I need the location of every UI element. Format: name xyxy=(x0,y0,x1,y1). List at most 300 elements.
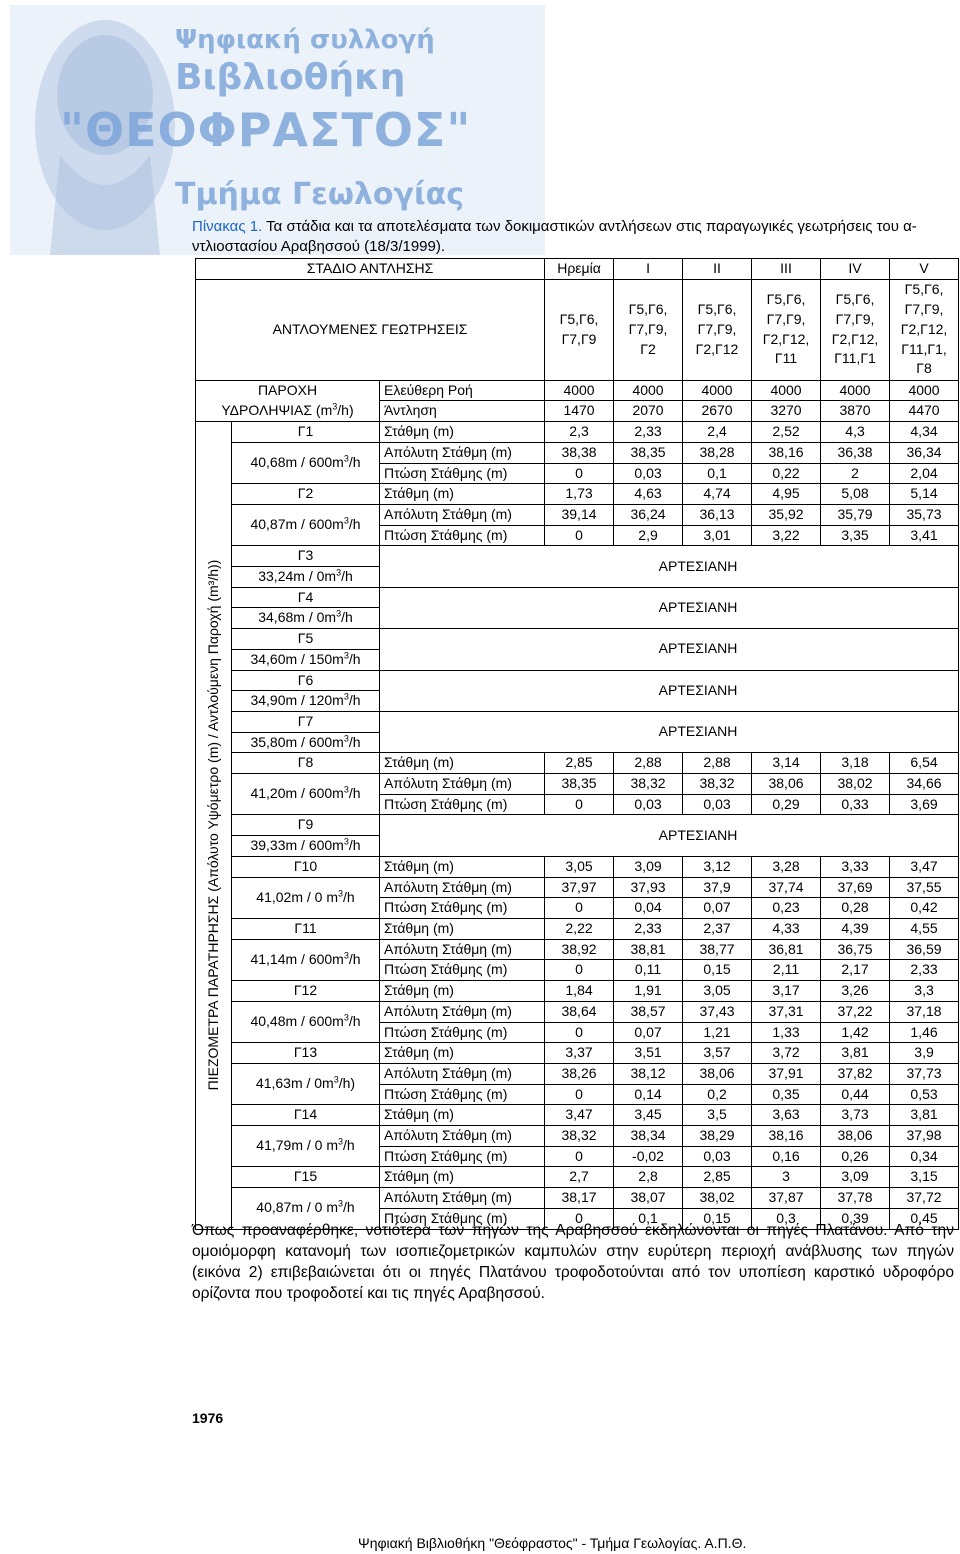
stage-col: III xyxy=(752,259,821,280)
stage-col: II xyxy=(683,259,752,280)
well-artesian-row xyxy=(196,546,959,567)
well-level-value: 4,55 xyxy=(890,918,959,939)
well-abs-value: 38,06 xyxy=(752,774,821,795)
well-info-end: /h xyxy=(348,1013,361,1030)
well-info xyxy=(232,1126,380,1167)
well-drop-value: 0 xyxy=(545,1084,614,1105)
well-level-value: 2,33 xyxy=(614,918,683,939)
well-abs-value: 36,24 xyxy=(614,504,683,525)
well-name: Γ9 xyxy=(232,815,380,836)
well-level-value: 3,05 xyxy=(683,981,752,1002)
table-caption xyxy=(192,217,952,257)
well-level-value: 3,47 xyxy=(890,856,959,877)
well-level-value: 3,26 xyxy=(821,981,890,1002)
artesian-label xyxy=(380,711,959,752)
artesian-label xyxy=(380,546,959,587)
well-drop-value: 0,1 xyxy=(614,1208,683,1229)
well-abs-value: 38,16 xyxy=(752,1126,821,1147)
pumping-test-table xyxy=(195,258,959,1230)
well-info-text: 41,79m / 0 m xyxy=(256,1137,338,1154)
well-drop-value: 0,1 xyxy=(683,463,752,484)
free-flow-cell: 4000 xyxy=(821,380,890,401)
well-abs-row xyxy=(196,1063,959,1084)
well-level-value: 3,72 xyxy=(752,1043,821,1064)
well-drop-value: 0,45 xyxy=(890,1208,959,1229)
well-abs-value: 38,32 xyxy=(545,1126,614,1147)
well-abs-value: 37,82 xyxy=(821,1063,890,1084)
well-drop-value: 0,2 xyxy=(683,1084,752,1105)
well-level-value: 2,3 xyxy=(545,422,614,443)
well-level-label: Στάθμη (m) xyxy=(380,484,545,505)
well-artesian-row xyxy=(196,815,959,836)
well-level-label: Στάθμη (m) xyxy=(380,422,545,443)
well-level-value: 2,85 xyxy=(545,753,614,774)
pumped-wells-cell: Γ5,Γ6, Γ7,Γ9, Γ2,Γ12, Γ11 xyxy=(752,279,821,380)
well-info-text: 40,68m / 600m xyxy=(250,454,344,471)
well-name: Γ14 xyxy=(232,1105,380,1126)
well-abs-row xyxy=(196,1126,959,1147)
well-drop-value: 2,17 xyxy=(821,960,890,981)
well-level-value: 2,4 xyxy=(683,422,752,443)
well-abs-value: 37,87 xyxy=(752,1188,821,1209)
stage-col: V xyxy=(890,259,959,280)
well-abs-value: 38,38 xyxy=(545,442,614,463)
well-abs-label: Απόλυτη Στάθμη (m) xyxy=(380,442,545,463)
artesian-label xyxy=(380,815,959,856)
well-drop-value: 0,28 xyxy=(821,898,890,919)
well-drop-value: 3,01 xyxy=(683,525,752,546)
watermark-line-2: Βιβλιοθήκη xyxy=(175,57,406,98)
well-level-value: 2,52 xyxy=(752,422,821,443)
well-name: Γ10 xyxy=(232,856,380,877)
pumped-wells-cell: Γ5,Γ6, Γ7,Γ9, Γ2,Γ12 xyxy=(683,279,752,380)
well-level-value: 1,73 xyxy=(545,484,614,505)
stage-header-row xyxy=(196,259,959,280)
well-drop-value: 3,22 xyxy=(752,525,821,546)
well-level-value: 3,33 xyxy=(821,856,890,877)
free-flow-cell: 4000 xyxy=(752,380,821,401)
well-drop-value: 0,03 xyxy=(614,463,683,484)
well-level-row xyxy=(196,1167,959,1188)
free-flow-cell: 4000 xyxy=(614,380,683,401)
well-abs-row xyxy=(196,877,959,898)
well-drop-value: 0,15 xyxy=(683,1208,752,1229)
well-name: Γ1 xyxy=(232,422,380,443)
well-abs-value: 37,22 xyxy=(821,1001,890,1022)
well-abs-value: 38,57 xyxy=(614,1001,683,1022)
discharge-unit-end: /h) xyxy=(337,401,354,418)
well-info-end: /h xyxy=(341,568,353,585)
well-info xyxy=(232,732,380,753)
well-level-value: 4,34 xyxy=(890,422,959,443)
well-info-text: 41,14m / 600m xyxy=(250,951,344,968)
pumping-cell: 3270 xyxy=(752,401,821,422)
well-info xyxy=(232,691,380,712)
well-info-sup: 3 xyxy=(343,650,349,661)
well-artesian-row xyxy=(196,587,959,608)
well-abs-value: 38,06 xyxy=(821,1126,890,1147)
artesian-text: ΑΡΤΕΣΙΑΝΗ xyxy=(658,723,738,740)
well-abs-label: Απόλυτη Στάθμη (m) xyxy=(380,877,545,898)
well-abs-row xyxy=(196,1188,959,1209)
well-info xyxy=(232,939,380,980)
well-level-value: 3,73 xyxy=(821,1105,890,1126)
well-drop-value: 3,69 xyxy=(890,794,959,815)
free-flow-row xyxy=(196,380,959,401)
well-drop-value: -0,02 xyxy=(614,1146,683,1167)
well-level-value: 2,37 xyxy=(683,918,752,939)
well-abs-value: 39,14 xyxy=(545,504,614,525)
well-abs-row xyxy=(196,504,959,525)
well-level-value: 1,84 xyxy=(545,981,614,1002)
well-drop-value: 0,53 xyxy=(890,1084,959,1105)
well-level-value: 1,91 xyxy=(614,981,683,1002)
well-abs-value: 38,92 xyxy=(545,939,614,960)
well-info-sup: 3 xyxy=(343,691,349,702)
discharge-label-line2 xyxy=(196,401,379,421)
artesian-text: ΑΡΤΕΣΙΑΝΗ xyxy=(658,640,738,657)
well-drop-value: 0,34 xyxy=(890,1146,959,1167)
well-abs-value: 38,81 xyxy=(614,939,683,960)
well-info-sup: 3 xyxy=(343,1012,349,1023)
well-abs-value: 37,31 xyxy=(752,1001,821,1022)
well-level-row xyxy=(196,856,959,877)
well-level-value: 4,39 xyxy=(821,918,890,939)
well-abs-value: 38,35 xyxy=(614,442,683,463)
well-info-sup: 3 xyxy=(343,733,349,743)
well-level-value: 4,3 xyxy=(821,422,890,443)
artesian-label xyxy=(380,629,959,670)
well-drop-label: Πτώση Στάθμης (m) xyxy=(380,525,545,546)
well-abs-value: 37,43 xyxy=(683,1001,752,1022)
well-abs-label: Απόλυτη Στάθμη (m) xyxy=(380,504,545,525)
well-abs-value: 37,74 xyxy=(752,877,821,898)
pumping-label: Άντληση xyxy=(380,401,545,422)
well-info-text: 40,87m / 0 m xyxy=(256,1199,338,1216)
well-abs-value: 37,98 xyxy=(890,1126,959,1147)
well-info-sup: 3 xyxy=(343,453,349,464)
well-info-text: 41,63m / 0m xyxy=(255,1075,334,1092)
artesian-text: ΑΡΤΕΣΙΑΝΗ xyxy=(658,826,738,843)
piezometer-sidebar xyxy=(196,422,232,1229)
well-drop-value: 2,9 xyxy=(614,525,683,546)
well-info xyxy=(232,1001,380,1042)
well-abs-value: 35,73 xyxy=(890,504,959,525)
well-abs-value: 38,07 xyxy=(614,1188,683,1209)
discharge-unit-sup: 3 xyxy=(332,401,338,412)
well-drop-label: Πτώση Στάθμης (m) xyxy=(380,1208,545,1229)
well-info-sup: 3 xyxy=(336,567,342,578)
well-drop-value: 0,26 xyxy=(821,1146,890,1167)
well-drop-label: Πτώση Στάθμης (m) xyxy=(380,1022,545,1043)
stage-label: ΣΤΑΔΙΟ ΑΝΤΛΗΣΗΣ xyxy=(196,259,545,280)
well-abs-value: 36,75 xyxy=(821,939,890,960)
pumping-cell: 2670 xyxy=(683,401,752,422)
pumping-cell: 4470 xyxy=(890,401,959,422)
pumping-cell: 2070 xyxy=(614,401,683,422)
well-abs-value: 38,34 xyxy=(614,1126,683,1147)
well-drop-value: 0,07 xyxy=(683,898,752,919)
page-footer: Ψηφιακή Βιβλιοθήκη "Θεόφραστος" - Τμήμα Γεωλογίας. Α.Π.Θ. xyxy=(358,1535,747,1551)
well-info-sup: 3 xyxy=(338,1198,344,1209)
well-drop-value: 0 xyxy=(545,1208,614,1229)
well-level-value: 2,88 xyxy=(614,753,683,774)
well-level-value: 4,95 xyxy=(752,484,821,505)
well-info-end: /h xyxy=(348,951,361,968)
well-level-value: 3,3 xyxy=(890,981,959,1002)
artesian-label xyxy=(380,587,959,628)
well-abs-label: Απόλυτη Στάθμη (m) xyxy=(380,1001,545,1022)
artesian-text: ΑΡΤΕΣΙΑΝΗ xyxy=(658,557,738,574)
well-name: Γ5 xyxy=(232,629,380,650)
well-abs-value: 38,32 xyxy=(614,774,683,795)
well-name: Γ2 xyxy=(232,484,380,505)
well-name: Γ12 xyxy=(232,981,380,1002)
well-abs-value: 38,26 xyxy=(545,1063,614,1084)
well-abs-value: 38,35 xyxy=(545,774,614,795)
well-abs-value: 38,64 xyxy=(545,1001,614,1022)
well-drop-value: 0,35 xyxy=(752,1084,821,1105)
well-drop-value: 1,42 xyxy=(821,1022,890,1043)
well-drop-value: 0,44 xyxy=(821,1084,890,1105)
pumped-wells-cell: Γ5,Γ6, Γ7,Γ9, Γ2,Γ12, Γ11,Γ1 xyxy=(821,279,890,380)
well-abs-row xyxy=(196,1001,959,1022)
well-info-end: /h) xyxy=(338,1075,356,1092)
well-drop-value: 0,23 xyxy=(752,898,821,919)
well-level-value: 3,81 xyxy=(890,1105,959,1126)
well-abs-value: 37,55 xyxy=(890,877,959,898)
well-info xyxy=(232,608,380,629)
well-drop-value: 2 xyxy=(821,463,890,484)
well-abs-value: 36,38 xyxy=(821,442,890,463)
well-info xyxy=(232,774,380,815)
well-drop-value: 1,46 xyxy=(890,1022,959,1043)
well-info-end: /h xyxy=(348,733,361,750)
well-info-text: 40,48m / 600m xyxy=(250,1013,344,1030)
well-info-text: 41,02m / 0 m xyxy=(256,888,338,905)
well-level-value: 3,05 xyxy=(545,856,614,877)
well-level-row xyxy=(196,1043,959,1064)
well-drop-value: 0,04 xyxy=(614,898,683,919)
well-abs-value: 37,72 xyxy=(890,1188,959,1209)
well-abs-value: 37,78 xyxy=(821,1188,890,1209)
well-abs-value: 37,73 xyxy=(890,1063,959,1084)
body-paragraph: Όπως προαναφέρθηκε, νοτιότερα των πηγών της Αραβησσού εκδηλώνονται οι πηγές Πλατάνου. Από την ομοιόμορφη κατανομή των ισοπιεζομετρικών καμπυλών στην ευρύτερη περιοχή ανάβλυσης των πηγών (εικόνα 2) επιβεβαιώνεται ότι οι πηγές Πλατάνου τροφοδοτούνται από τον υποπίεση καρστικό υδροφόρο ορίζοντα που τροφοδοτεί και τις πηγές Αραβησσού. xyxy=(192,1222,954,1302)
well-drop-value: 0,29 xyxy=(752,794,821,815)
well-drop-value: 0 xyxy=(545,960,614,981)
well-level-value: 3,12 xyxy=(683,856,752,877)
stage-col: I xyxy=(614,259,683,280)
well-info-sup: 3 xyxy=(338,888,344,899)
well-level-value: 3,28 xyxy=(752,856,821,877)
well-abs-label: Απόλυτη Στάθμη (m) xyxy=(380,1126,545,1147)
well-drop-value: 0,15 xyxy=(683,960,752,981)
well-name: Γ3 xyxy=(232,546,380,567)
well-artesian-row xyxy=(196,670,959,691)
well-drop-value: 3,35 xyxy=(821,525,890,546)
well-abs-value: 38,02 xyxy=(821,774,890,795)
well-info xyxy=(232,504,380,545)
well-level-value: 2,33 xyxy=(614,422,683,443)
well-name: Γ15 xyxy=(232,1167,380,1188)
well-drop-value: 0,16 xyxy=(752,1146,821,1167)
page-number: 1976 xyxy=(192,1410,224,1426)
well-level-value: 3,45 xyxy=(614,1105,683,1126)
well-info-text: 39,33m / 600m xyxy=(250,837,344,854)
well-drop-value: 0,33 xyxy=(821,794,890,815)
well-level-value: 3,63 xyxy=(752,1105,821,1126)
well-drop-value: 0,03 xyxy=(683,794,752,815)
table-body xyxy=(196,259,959,1230)
well-abs-value: 36,13 xyxy=(683,504,752,525)
well-level-row xyxy=(196,753,959,774)
well-level-label: Στάθμη (m) xyxy=(380,918,545,939)
well-artesian-row xyxy=(196,629,959,650)
pumped-wells-cell: Γ5,Γ6, Γ7,Γ9, Γ2,Γ12, Γ11,Γ1, Γ8 xyxy=(890,279,959,380)
well-drop-value: 1,33 xyxy=(752,1022,821,1043)
well-level-row xyxy=(196,981,959,1002)
pumping-cell: 3870 xyxy=(821,401,890,422)
well-level-value: 3,51 xyxy=(614,1043,683,1064)
well-abs-value: 38,06 xyxy=(683,1063,752,1084)
well-info-text: 40,87m / 600m xyxy=(250,516,344,533)
well-level-value: 6,54 xyxy=(890,753,959,774)
well-level-value: 3 xyxy=(752,1167,821,1188)
well-info-sup: 3 xyxy=(333,1074,339,1085)
well-info-sup: 3 xyxy=(343,950,349,961)
well-abs-label: Απόλυτη Στάθμη (m) xyxy=(380,1188,545,1209)
well-abs-value: 38,02 xyxy=(683,1188,752,1209)
well-drop-value: 2,33 xyxy=(890,960,959,981)
well-info-end: /h xyxy=(341,609,353,626)
well-name: Γ4 xyxy=(232,587,380,608)
well-level-value: 2,7 xyxy=(545,1167,614,1188)
free-flow-label: Ελεύθερη Ροή xyxy=(380,380,545,401)
free-flow-cell: 4000 xyxy=(683,380,752,401)
well-info-text: 33,24m / 0m xyxy=(258,568,337,585)
free-flow-cell: 4000 xyxy=(890,380,959,401)
well-level-row xyxy=(196,422,959,443)
well-info-end: /h xyxy=(348,785,361,802)
well-info-end: /h xyxy=(348,454,361,471)
well-drop-value: 0,3 xyxy=(752,1208,821,1229)
well-level-label: Στάθμη (m) xyxy=(380,856,545,877)
well-abs-value: 36,34 xyxy=(890,442,959,463)
well-level-value: 2,85 xyxy=(683,1167,752,1188)
well-level-row xyxy=(196,1105,959,1126)
well-info-end: /h xyxy=(348,692,361,709)
well-abs-label: Απόλυτη Στάθμη (m) xyxy=(380,939,545,960)
well-abs-value: 37,93 xyxy=(614,877,683,898)
well-level-value: 3,15 xyxy=(890,1167,959,1188)
well-abs-value: 37,91 xyxy=(752,1063,821,1084)
caption-text: Τα στάδια και τα αποτελέσματα των δοκιμαστικών αντλήσεων στις παραγωγικές γεωτρήσεις του α-ντλιοστασίου Αραβησσού (18/3/1999). xyxy=(192,218,917,255)
well-level-value: 5,14 xyxy=(890,484,959,505)
well-abs-row xyxy=(196,442,959,463)
well-name: Γ8 xyxy=(232,753,380,774)
well-abs-row xyxy=(196,939,959,960)
well-info-text: 41,20m / 600m xyxy=(250,785,344,802)
pumped-wells-row xyxy=(196,279,959,380)
well-drop-value: 0 xyxy=(545,525,614,546)
artesian-text: ΑΡΤΕΣΙΑΝΗ xyxy=(658,681,738,698)
well-level-row xyxy=(196,918,959,939)
well-level-value: 3,47 xyxy=(545,1105,614,1126)
well-drop-value: 0,14 xyxy=(614,1084,683,1105)
watermark-line-1: Ψηφιακή συλλογή xyxy=(175,25,435,55)
well-drop-value: 0,42 xyxy=(890,898,959,919)
well-drop-label: Πτώση Στάθμης (m) xyxy=(380,463,545,484)
well-level-row xyxy=(196,484,959,505)
well-info-sup: 3 xyxy=(336,608,342,619)
well-abs-value: 34,66 xyxy=(890,774,959,795)
artesian-label xyxy=(380,670,959,711)
pumping-cell: 1470 xyxy=(545,401,614,422)
well-drop-value: 0 xyxy=(545,463,614,484)
well-abs-value: 38,32 xyxy=(683,774,752,795)
stage-col: IV xyxy=(821,259,890,280)
well-info-end: /h xyxy=(348,837,361,854)
well-level-label: Στάθμη (m) xyxy=(380,981,545,1002)
well-info xyxy=(232,836,380,857)
well-abs-value: 38,17 xyxy=(545,1188,614,1209)
well-name: Γ11 xyxy=(232,918,380,939)
discharge-unit-text: ΥΔΡΟΛΗΨΙΑΣ (m xyxy=(221,401,333,418)
well-drop-label: Πτώση Στάθμης (m) xyxy=(380,898,545,919)
well-abs-value: 37,9 xyxy=(683,877,752,898)
well-level-value: 2,22 xyxy=(545,918,614,939)
well-info-end: /h xyxy=(343,1199,355,1216)
well-level-value: 4,63 xyxy=(614,484,683,505)
well-abs-value: 37,18 xyxy=(890,1001,959,1022)
well-level-value: 3,37 xyxy=(545,1043,614,1064)
discharge-label xyxy=(196,380,380,421)
well-drop-value: 0,03 xyxy=(683,1146,752,1167)
pumped-wells-cell: Γ5,Γ6, Γ7,Γ9 xyxy=(545,279,614,380)
well-info-end: /h xyxy=(348,650,361,667)
well-level-value: 4,33 xyxy=(752,918,821,939)
well-drop-label: Πτώση Στάθμης (m) xyxy=(380,794,545,815)
well-level-value: 2,88 xyxy=(683,753,752,774)
well-info-end: /h xyxy=(343,1137,355,1154)
well-level-label: Στάθμη (m) xyxy=(380,1105,545,1126)
well-info-text: 34,68m / 0m xyxy=(258,609,337,626)
well-abs-value: 38,28 xyxy=(683,442,752,463)
well-info-sup: 3 xyxy=(338,1136,344,1147)
well-level-value: 3,17 xyxy=(752,981,821,1002)
well-drop-value: 2,11 xyxy=(752,960,821,981)
watermark-line-3: "ΘΕΟΦΡΑΣΤΟΣ" xyxy=(60,103,472,157)
well-name: Γ6 xyxy=(232,670,380,691)
well-level-value: 2,8 xyxy=(614,1167,683,1188)
well-drop-value: 2,04 xyxy=(890,463,959,484)
well-level-value: 3,14 xyxy=(752,753,821,774)
well-level-value: 3,9 xyxy=(890,1043,959,1064)
well-drop-value: 0,11 xyxy=(614,960,683,981)
well-info-text: 34,90m / 120m xyxy=(250,692,344,709)
well-drop-label: Πτώση Στάθμης (m) xyxy=(380,1084,545,1105)
well-name: Γ13 xyxy=(232,1043,380,1064)
well-info-end: /h xyxy=(343,888,355,905)
well-level-value: 3,09 xyxy=(821,1167,890,1188)
stage-col: Ηρεμία xyxy=(545,259,614,280)
well-level-value: 3,57 xyxy=(683,1043,752,1064)
well-abs-value: 36,81 xyxy=(752,939,821,960)
well-info-sup: 3 xyxy=(343,836,349,847)
well-abs-value: 37,69 xyxy=(821,877,890,898)
well-name: Γ7 xyxy=(232,711,380,732)
well-abs-value: 35,79 xyxy=(821,504,890,525)
